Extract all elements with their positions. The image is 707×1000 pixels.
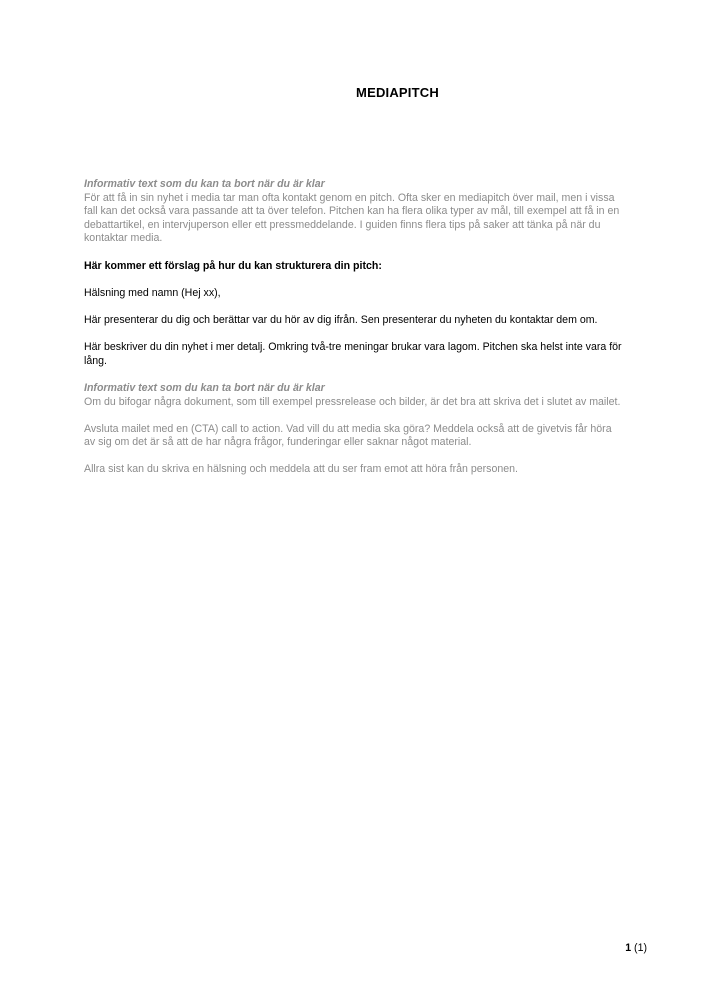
info-block-2 (84, 382, 624, 409)
page-number-footer (625, 942, 647, 954)
info-block-2-heading: Informativ text som du kan ta bort när du är klar (84, 381, 325, 394)
page-number: 1 (625, 942, 632, 954)
cta-paragraph: Avsluta mailet med en (CTA) call to action. Vad vill du att media ska göra? Meddela också att de givetvis får höra av sig om det är så att de har några frågor, funderingar eller saknar något material. (84, 422, 612, 449)
document-body (84, 178, 624, 491)
closing-paragraph: Allra sist kan du skriva en hälsning och meddela att du ser fram emot att höra från personen. (84, 463, 518, 476)
structure-heading: Här kommer ett förslag på hur du kan strukturera din pitch: (84, 259, 382, 272)
greeting-line: Hälsning med namn (Hej xx), (84, 286, 221, 299)
intro-paragraph: Här presenterar du dig och berättar var du hör av dig ifrån. Sen presenterar du nyheten du kontaktar dem om. (84, 313, 598, 326)
detail-paragraph: Här beskriver du din nyhet i mer detalj. Omkring två-tre meningar brukar vara lagom. Pitchen ska helst inte vara för lång. (84, 341, 622, 367)
page-total: (1) (634, 942, 647, 954)
info-block-1-heading: Informativ text som du kan ta bort när du är klar (84, 178, 325, 190)
info-block-1 (84, 178, 624, 246)
info-block-2-text: Om du bifogar några dokument, som till exempel pressrelease och bilder, är det bra att skriva det i slutet av mailet. (84, 395, 621, 408)
info-block-1-text: För att få in sin nyhet i media tar man ofta kontakt genom en pitch. Ofta sker en mediapitch över mail, men i vissa fall kan det också vara passande att ta över telefon. Pitchen kan ha flera olika typer av mål, till exempel att få in en debattartikel, en intervjuperson eller ett pressmeddelande. I guiden finns flera tips på saker att tänka på när du kontaktar media. (84, 191, 620, 245)
document-title: MEDIAPITCH (356, 85, 439, 100)
